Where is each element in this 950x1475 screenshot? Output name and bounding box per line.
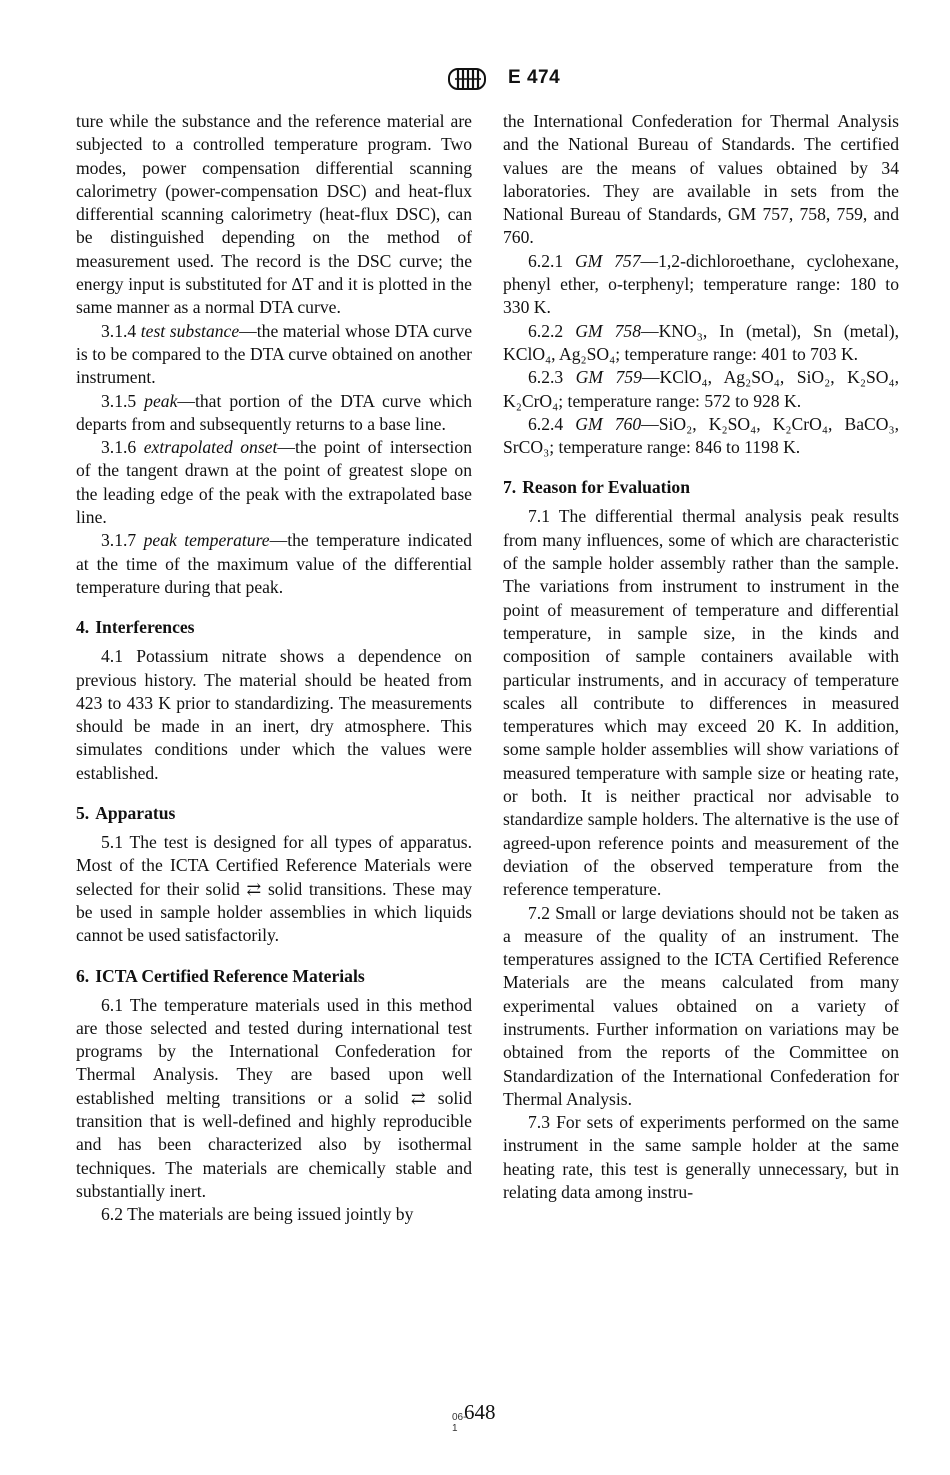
paragraph-6-1: 6.1 The temperature materials used in this method are those selected and tested during international test programs by the International Confederation for Thermal Analysis. They are based upon well established melting transitions or a solid ⇄ solid transition that is well-defined and highly reproducible and has been characterized also by isothermal techniques. The materials are chemically stable and substantially inert. [76, 994, 472, 1201]
paragraph-6-2-4: 6.2.4 GM 760—SiO₂, K₂SO₄, K₂CrO₄, BaCO₃, SrCO₃; temperature range: 846 to 1198 K. [503, 413, 900, 458]
paragraph-7-2: 7.2 Small or large deviations should not be taken as a measure of the quality of an instrument. The temperatures assigned to the ICTA Certified Reference Materials are the means calculated from many experimental values obtained on a variety of instruments. Further information on variations may be obtained from the reports of the Committee on Standardization of the International Confederation for Thermal Analysis. [503, 902, 899, 1109]
paragraph-6-2-3: 6.2.3 GM 759—KClO₄, Ag₂SO₄, SiO₂, K₂SO₄, K₂CrO₄; temperature range: 572 to 928 K. [503, 367, 899, 411]
paragraph-continuation: ture while the substance and the reference material are subjected to a controlled temperature program. Two modes, power compensation differential scanning calorimetry (power-compensation DSC) and heat-flux differential scanning calorimetry (heat-flux DSC), can be distinguished depending on the method of measurement used. The record is the DSC curve; the energy input is substituted for ΔT and it is plotted in the same manner as a normal DTA curve. [76, 111, 472, 318]
paragraph-7-3: 7.3 For sets of experiments performed on the same instrument in the same sample holder at the same heating rate, this test is generally unnecessary, but in relating data among instru- [503, 1112, 899, 1203]
paragraph-5-1: 5.1 The test is designed for all types of apparatus. Most of the ICTA Certified Reference Materials were selected for their solid ⇄ solid transitions. These may be used in sample holder assemblies in which liquids cannot be used satisfactorily. [76, 832, 472, 946]
page-number: 648 [464, 1400, 496, 1424]
left-column [76, 110, 472, 1226]
definition-3-1-7: 3.1.7 peak temperature—the temperature indicated at the time of the maximum value of the differential temperature during that peak. [76, 530, 473, 597]
section-heading-icta-materials: 6. ICTA Certified Reference Materials [76, 965, 365, 986]
section-heading-interferences: 4. Interferences [76, 617, 195, 638]
section-heading-apparatus: 5. Apparatus [76, 803, 176, 824]
standard-designation: E 474 [508, 67, 561, 88]
astm-logo-icon [447, 66, 487, 92]
term: peak [144, 390, 178, 411]
page-header [0, 64, 950, 94]
paragraph-7-1: 7.1 The differential thermal analysis peak results from many influences, some of which are characteristic of the sample holder assembly rather than the sample. The variations from instrument to instrument in the point of measurement of temperature and differential temperature, in sample size, in the kinds and composition of sample containers available with particular instruments, and in accuracy of temperature scales all contribute to differences in measured temperatures which may exceed 20 K. In addition, some sample holder assemblies will show variations of measured temperature with sample size or heating rate, or both. It is neither practical nor advisable to standardize sample holders. The alternative is the use of agreed-upon reference points and measurement of the deviation of the observed temperature from the reference temperature. [503, 506, 899, 900]
paragraph-6-2-1: 6.2.1 GM 757—1,2-dichloroethane, cyclohexane, phenyl ether, o-terphenyl; temperature range: 180 to 330 K. [503, 250, 899, 318]
definition-3-1-5: 3.1.5 peak—that portion of the DTA curve which departs from and subsequently returns to a base line. [76, 390, 473, 434]
right-column [503, 110, 899, 1204]
paragraph-6-2-continuation: the International Confederation for Thermal Analysis and the National Bureau of Standards. The certified values are the means of values obtained by 34 laboratories. They are available in sets from the National Bureau of Standards, GM 757, 758, 759, and 760. [503, 111, 899, 248]
catalog-code: 06-1 [452, 1412, 467, 1434]
definition-3-1-4: 3.1.4 test substance—the material whose DTA curve is to be compared to the DTA curve obtained on another instrument. [76, 320, 473, 388]
term: extrapolated onset [143, 437, 278, 458]
paragraph-6-2-2: 6.2.2 GM 758—KNO₃, In (metal), Sn (metal), KClO₄, Ag₂SO₄; temperature range: 401 to 703 K. [503, 320, 899, 364]
section-heading-reason-for-evaluation: 7. Reason for Evaluation [503, 477, 691, 498]
paragraph-4-1: 4.1 Potassium nitrate shows a dependence on previous history. The material should be heated from 423 to 433 K prior to standardizing. The measurements should be made in an inert, dry atmosphere. This simulates conditions under which the values were established. [76, 646, 472, 783]
definition-3-1-6: 3.1.6 extrapolated onset—the point of intersection of the tangent drawn at the point of greatest slope on the leading edge of the peak with the extrapolated base line. [76, 437, 472, 528]
paragraph-6-2: 6.2 The materials are being issued jointly by [101, 1204, 414, 1225]
term: peak temperature [143, 530, 270, 551]
term: test substance [140, 320, 240, 341]
